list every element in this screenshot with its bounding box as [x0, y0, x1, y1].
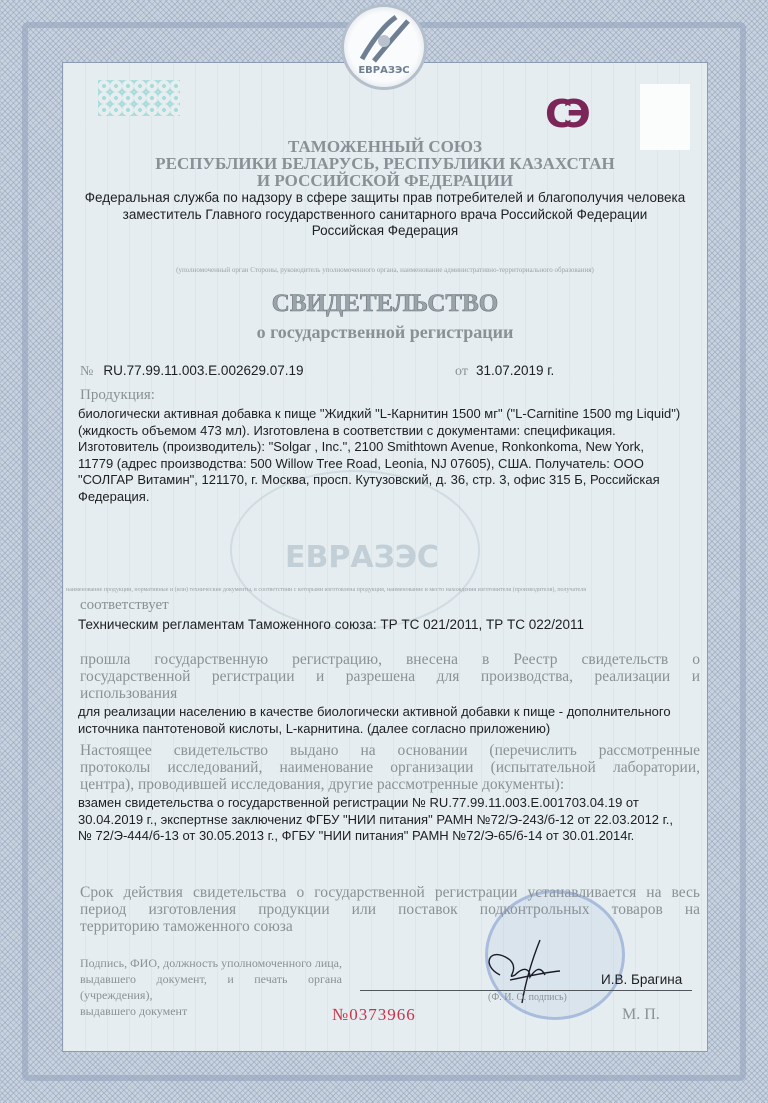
usage-line: для реализации населению в качестве биологически активной добавки к пище - дополнительного [78, 704, 671, 719]
authority-line-3: Российская Федерация [311, 223, 459, 238]
header-line-2: РЕСПУБЛИКИ БЕЛАРУСЬ, РЕСПУБЛИКИ КАЗАХСТАН [155, 154, 615, 173]
header-line-3: И РОССИЙСКОЙ ФЕДЕРАЦИИ [256, 171, 514, 190]
validity-statement [80, 884, 700, 935]
registration-number [80, 362, 304, 380]
document-title: СВИДЕТЕЛЬСТВО [271, 290, 499, 317]
document-subtitle: о государственной регистрации [256, 322, 514, 342]
signature-line-caption: (Ф. И. О. подпись) [488, 992, 567, 1003]
authority-line-2: заместитель Главного государственного санитарного врача Российской Федерации [122, 206, 648, 222]
sanitary-mark: СЭ [545, 92, 581, 136]
product-label: Продукция: [80, 387, 155, 403]
usage-value [78, 704, 708, 737]
basis-line: протоколы исследований, наименование организации (испытательной лаборатории, [80, 759, 700, 776]
conformity-label: соответствует [80, 597, 169, 613]
basis-value-line: 30.04.2019 г., экспертнse заключениz ФГБУ "НИИ питания" РАМН №72/Э-243/б-12 от 22.03.2012 г., [78, 811, 674, 827]
signature-caption [80, 955, 342, 1019]
validity-line: территорию таможенного союза [80, 918, 293, 935]
usage-line: источника пантотеновой кислоты, L-карнитина. (далее согласно приложению) [78, 720, 551, 736]
date-label: от [455, 364, 468, 379]
basis-statement [80, 742, 700, 793]
signature-line [360, 990, 692, 991]
product-description [78, 406, 708, 505]
validity-line: Срок действия свидетельства о государственной регистрации устанавливается на весь [80, 884, 700, 901]
statement-line: прошла государственную регистрацию, внесена в Реестр свидетельств о [80, 651, 700, 668]
signatory-name: И.В. Брагина [601, 972, 683, 987]
registration-date [455, 362, 554, 380]
registration-statement [80, 651, 700, 702]
logo-emblem-icon [344, 9, 424, 69]
statement-line: использования [80, 685, 178, 702]
watermark-text: ЕВРАЗЭС [285, 540, 439, 575]
basis-value [78, 795, 708, 845]
signature-caption-line: выдавшего документ [80, 1004, 188, 1018]
product-line: 11779 (адрес производства: 500 Willow Tree Road, Leonia, NJ 07605), США. Получатель: ООО [78, 455, 644, 471]
product-line: Федерация. [78, 488, 150, 504]
product-line: Изготовитель (производитель): "Solgar , Inc.", 2100 Smithtown Avenue, Ronkonkoma, New York, [78, 439, 644, 454]
statement-line: государственной регистрации и разрешена для производства, реализации и [80, 668, 700, 685]
number-value: RU.77.99.11.003.E.002629.07.19 [103, 363, 304, 378]
hologram [98, 80, 180, 116]
evrazes-logo [341, 4, 427, 90]
header-line-1: ТАМОЖЕННЫЙ СОЮЗ [288, 137, 482, 156]
date-value: 31.07.2019 г. [475, 363, 555, 378]
serial-number: №0373966 [332, 1005, 416, 1024]
signature-caption-line: Подпись, ФИО, должность уполномоченного лица, [80, 956, 342, 970]
product-line: биологически активная добавка к пище "Жидкий "L-Карнитин 1500 мг" ("L-Carnitine 1500 mg Liquid") [78, 406, 681, 421]
logo-text: ЕВРАЗЭС [358, 65, 410, 76]
product-caption: наименование продукции, нормативные и (или) технические документы, в соответствии с которыми изготовлена продукция, наименование и место нахождения изготовителя (производителя), получателя [66, 587, 587, 593]
basis-line: центра), проводившей исследования, другие рассмотренные документы): [80, 776, 565, 793]
number-label: № [80, 364, 94, 379]
basis-line: Настоящее свидетельство выдано на основании (перечислить рассмотренные [80, 742, 700, 759]
seal-placeholder: М. П. [622, 1006, 660, 1023]
product-line: (жидкость объемом 473 мл). Изготовлена в соответствии с документами: спецификация. [78, 422, 616, 438]
validity-line: период изготовления продукции или поставок подконтрольных товаров на [80, 901, 700, 918]
basis-value-line: взамен свидетельства о государственной регистрации № RU.77.99.11.003.E.001703.04.19 от [78, 795, 639, 810]
conformity-value: Техническим регламентам Таможенного союза: ТР ТС 021/2011, ТР ТС 022/2011 [78, 617, 585, 632]
signature-caption-line: выдавшего документ, и печать органа (учреждения), [80, 972, 342, 1002]
basis-value-line: № 72/Э-444/б-13 от 30.05.2013 г., ФГБУ "НИИ питания" РАМН №72/Э-65/б-14 от 30.01.2014г. [78, 828, 635, 843]
authority-caption: (уполномоченный орган Стороны, руководитель уполномоченного органа, наименование административно-территориального образования) [176, 266, 594, 274]
authority-line-1: Федеральная служба по надзору в сфере защиты прав потребителей и благополучия человека [84, 190, 686, 205]
product-line: "СОЛГАР Витамин", 121170, г. Москва, просп. Кутузовский, д. 36, стр. 3, офис 315 Б, Российская [78, 472, 660, 487]
